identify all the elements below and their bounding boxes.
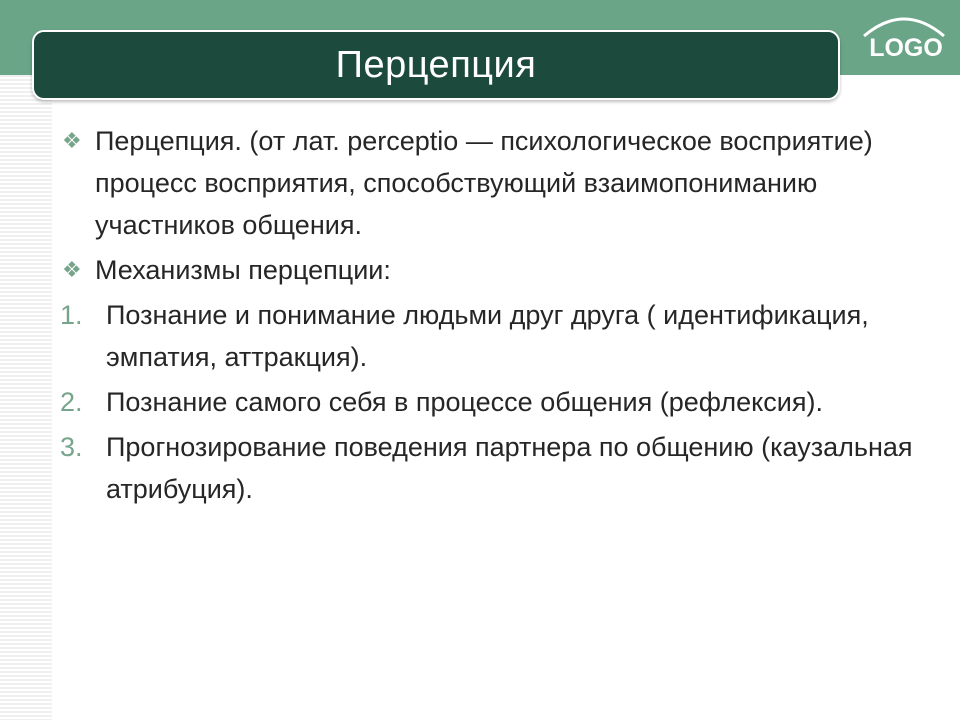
bullet-item (60, 249, 920, 291)
list-number: 2. (60, 387, 83, 417)
left-decorative-strip (0, 75, 52, 720)
bullet-text: Механизмы перцепции: (95, 255, 391, 285)
diamond-bullet-icon: ❖ (62, 128, 82, 153)
slide-content (60, 120, 920, 510)
numbered-item (60, 294, 920, 378)
title-bar (32, 30, 840, 100)
numbered-text: Познание самого себя в процессе общения (рефлексия). (106, 387, 823, 417)
bullet-item (60, 120, 920, 246)
diamond-bullet-icon: ❖ (62, 257, 82, 282)
logo-text: LOGO (869, 34, 943, 62)
bullet-text: Перцепция. (от лат. perceptio — психологическое восприятие) процесс восприятия, способствующий взаимопониманию участников общения. (95, 126, 873, 240)
list-number: 3. (60, 432, 83, 462)
slide-title: Перцепция (335, 44, 537, 86)
list-number: 1. (60, 300, 83, 330)
numbered-text: Познание и понимание людьми друг друга ( идентификация, эмпатия, аттракция). (106, 300, 869, 372)
numbered-item (60, 426, 920, 510)
logo (858, 10, 950, 72)
numbered-text: Прогнозирование поведения партнера по общению (каузальная атрибуция). (106, 432, 913, 504)
numbered-item (60, 381, 920, 423)
